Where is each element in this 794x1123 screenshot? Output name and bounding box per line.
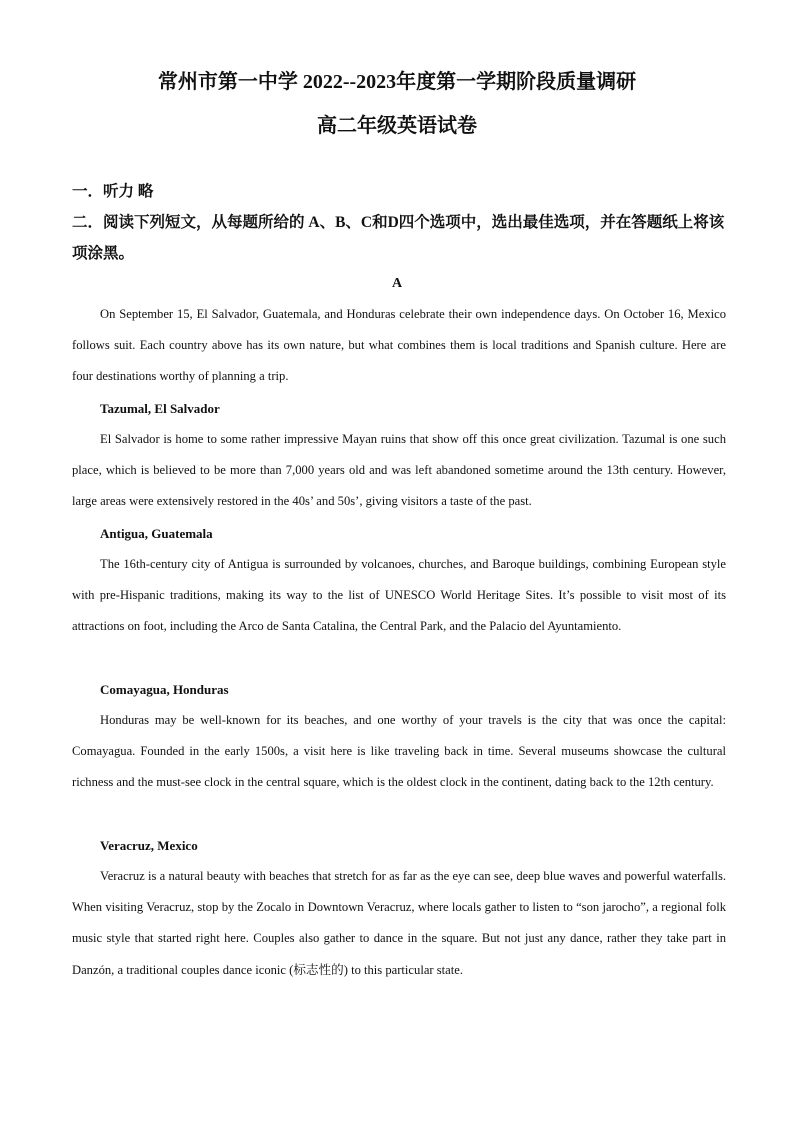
passage-letter: A xyxy=(391,276,403,291)
exam-title: 常州市第一中学 2022--2023年度第一学期阶段质量调研 xyxy=(157,71,637,93)
destination-paragraph: Veracruz is a natural beauty with beaches that stretch for as far as the eye can see, deep blue waves and powerful waterfalls. When visiting Veracruz, stop by the Zocalo in Downtown Veracruz, where locals gather to listen to “son jarocho”, a regional folk music style that started right here. Couples also gather to dance in the square. But not just any dance, rather they take part in Danzón, a traditional couples dance iconic (标志性的) to this particular state. xyxy=(72,869,726,977)
passage-intro: On September 15, El Salvador, Guatemala, and Honduras celebrate their own independence days. On October 16, Mexico follows suit. Each country above has its own nature, but what combines them is local traditions and Spanish culture. Here are four destinations worthy of planning a trip. xyxy=(72,307,726,384)
destination-heading: Veracruz, Mexico xyxy=(100,838,198,853)
destination-heading: Tazumal, El Salvador xyxy=(100,401,220,416)
destination-paragraph: Honduras may be well-known for its beaches, and one worthy of your travels is the city that was once the capital: Comayagua. Founded in the early 1500s, a visit here is like traveling back in time. Several museums showcase the cultural richness and the must-see clock in the central square, which is the oldest clock in the continent, dating back to the 12th century. xyxy=(72,713,726,790)
section-reading-instruction: 二．阅读下列短文，从每题所给的 A、B、C和D四个选项中，选出最佳选项，并在答题纸上将该项涂黑。 xyxy=(72,214,725,262)
exam-subtitle: 高二年级英语试卷 xyxy=(317,115,477,137)
destination-heading: Antigua, Guatemala xyxy=(100,526,213,541)
destination-paragraph: The 16th-century city of Antigua is surrounded by volcanoes, churches, and Baroque buildings, combining European style with pre-Hispanic traditions, making its way to the list of UNESCO World Heritage Sites. It’s possible to visit most of its attractions on foot, including the Arco de Santa Catalina, the Central Park, and the Palacio del Ayuntamiento. xyxy=(72,557,726,634)
destination-heading: Comayagua, Honduras xyxy=(100,682,229,697)
section-listening: 一．听力 略 xyxy=(72,183,154,200)
destination-paragraph: El Salvador is home to some rather impressive Mayan ruins that show off this once great civilization. Tazumal is one such place, which is believed to be more than 7,000 years old and was left abandoned sometime around the 13th century. However, large areas were extensively restored in the 40s’ and 50s’, giving visitors a taste of the past. xyxy=(72,432,726,509)
